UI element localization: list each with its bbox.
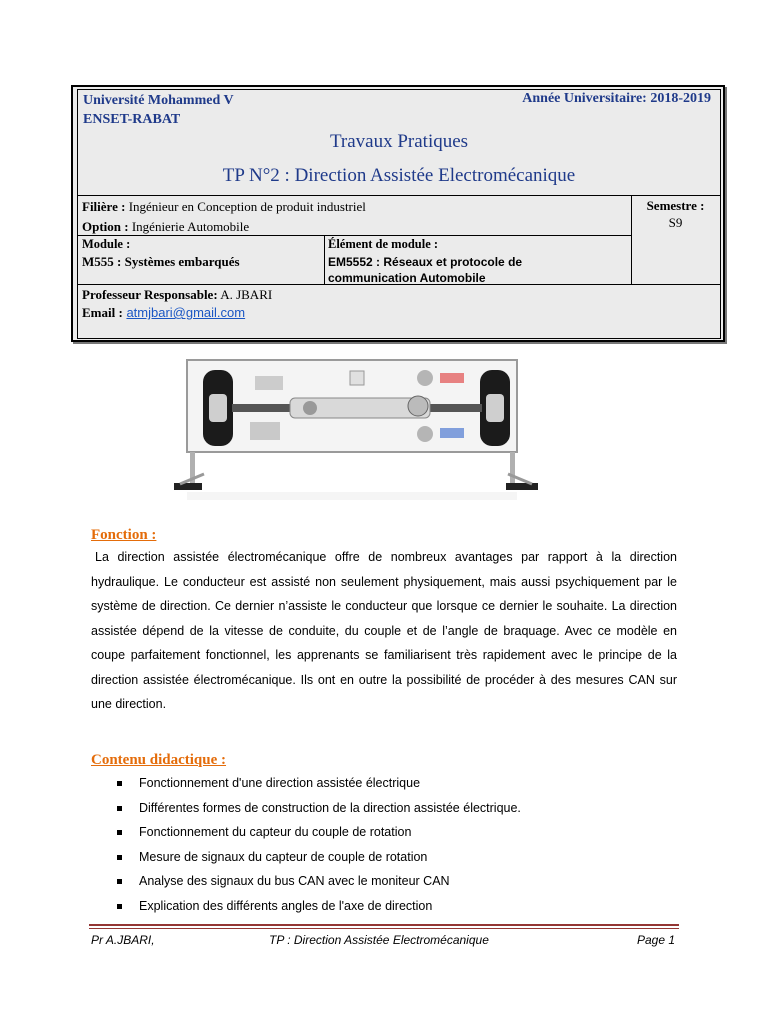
contenu-heading: Contenu didactique : [91, 752, 227, 768]
email-row [82, 304, 245, 322]
bullet-icon [117, 806, 122, 811]
bullet-icon [117, 879, 122, 884]
footer-rule [89, 924, 679, 926]
element-cell [328, 236, 522, 286]
list-item [115, 820, 521, 845]
page-title: Travaux Pratiques [329, 131, 469, 152]
list-item [115, 796, 521, 821]
element-value-line1: EM5552 : Réseaux et protocole de [328, 255, 523, 269]
school-name: ENSET-RABAT [83, 112, 181, 127]
list-item-text: Fonctionnement d'une direction assistée électrique [139, 776, 421, 790]
university-block [83, 91, 234, 129]
option-row [82, 217, 249, 237]
list-item-text: Explication des différents angles de l'axe de direction [139, 898, 433, 913]
module-value: M555 : Systèmes embarqués [82, 254, 240, 269]
academic-year: Année Universitaire: 2018-2019 [522, 91, 711, 106]
divider-module [324, 235, 325, 284]
footer-rule-thin [89, 928, 679, 929]
contenu-list [115, 771, 521, 919]
list-item-text: Analyse des signaux du bus CAN avec le moniteur CAN [139, 874, 450, 889]
header-box [71, 85, 725, 342]
list-item [115, 894, 521, 919]
filiere-row [82, 197, 366, 217]
filiere-label: Filière : [82, 199, 126, 214]
semestre-value: S9 [668, 215, 683, 230]
option-label: Option : [82, 219, 129, 234]
module-label: Module : [82, 237, 131, 251]
page-subtitle: TP N°2 : Direction Assistée Electromécanique [222, 165, 576, 186]
footer-page-number: Page 1 [637, 933, 676, 947]
header-inner [77, 89, 721, 339]
filiere-value: Ingénieur en Conception de produit industriel [125, 199, 366, 214]
list-item-text: Fonctionnement du capteur du couple de rotation [139, 825, 412, 840]
email-link[interactable]: atmjbari@gmail.com [126, 305, 246, 320]
bullet-icon [117, 904, 122, 909]
option-value: Ingénierie Automobile [128, 219, 250, 234]
fonction-heading: Fonction : [91, 527, 157, 543]
professor-label: Professeur Responsable: [82, 287, 218, 302]
footer-author: Pr A.JBARI, [91, 933, 155, 947]
fonction-paragraph: La direction assistée électromécanique offre de nombreux avantages par rapport à la direction hydraulique. Le conducteur est assisté non seulement physiquement, mais aussi psychiquement par le système de direction. Ce dernier n’assiste le conducteur que lorsque ce dernier le souhaite. La direction assistée dépend de la vitesse de conduite, du couple et de l’angle de braquage. Avec ce modèle en coupe parfaitement fonctionnel, les apprenants se familiarisent très rapidement avec le principe de la direction assistée électromécanique. Ils ont en outre la possibilité de procéder à des mesures CAN sur une direction. [91, 550, 677, 711]
footer-title: TP : Direction Assistée Electromécanique [269, 933, 489, 947]
list-item-text: Mesure de signaux du capteur de couple de rotation [139, 849, 428, 864]
bullet-icon [117, 830, 122, 835]
element-label: Élément de module : [328, 237, 439, 251]
university-name: Université Mohammed V [83, 93, 234, 108]
steering-bench-image [170, 356, 542, 504]
bullet-icon [117, 855, 122, 860]
list-item-text: Différentes formes de construction de la direction assistée électrique. [139, 800, 521, 815]
list-item [115, 845, 521, 870]
divider-top [78, 195, 720, 196]
element-value-line2: communication Automobile [328, 271, 486, 285]
semestre-cell [631, 197, 720, 231]
professor-value: A. JBARI [217, 287, 273, 302]
module-cell [82, 236, 240, 270]
list-item [115, 869, 521, 894]
semestre-label: Semestre : [646, 198, 705, 213]
list-item [115, 771, 521, 796]
professor-row [82, 286, 272, 304]
email-label: Email : [82, 305, 123, 320]
bullet-icon [117, 781, 122, 786]
